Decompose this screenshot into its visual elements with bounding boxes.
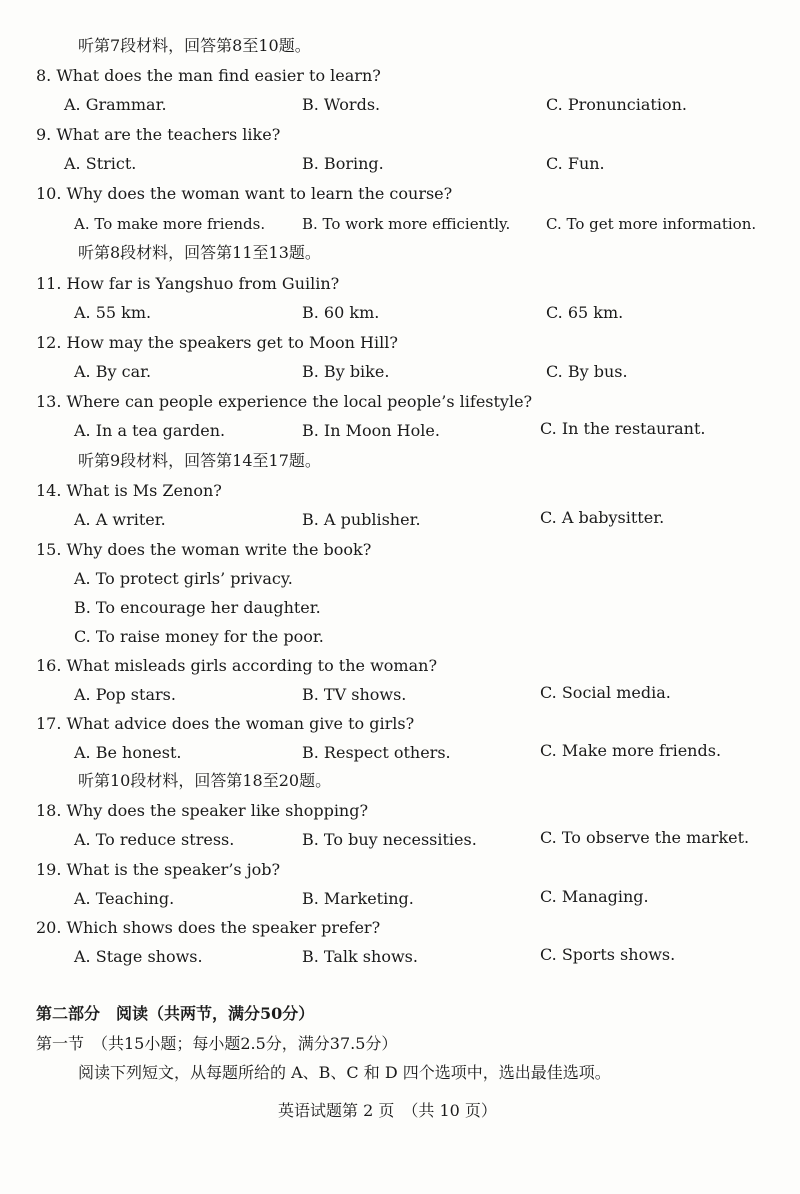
question-16-option-a: A. Pop stars. xyxy=(74,685,176,704)
question-19-option-c: C. Managing. xyxy=(540,887,649,906)
question-19-option-a: A. Teaching. xyxy=(74,889,175,908)
part2-section1-heading: 第一节 （共15小题；每小题2.5分，满分37.5分） xyxy=(36,1034,398,1053)
question-14-option-a: A. A writer. xyxy=(74,510,166,529)
question-12-option-b: B. By bike. xyxy=(302,362,390,381)
question-20-stem: 20. Which shows does the speaker prefer? xyxy=(36,918,381,937)
question-14-option-c: C. A babysitter. xyxy=(540,508,665,527)
question-16-option-b: B. TV shows. xyxy=(302,685,407,704)
question-20-option-b: B. Talk shows. xyxy=(302,947,418,966)
question-8-option-a: A. Grammar. xyxy=(64,95,167,114)
question-9-stem: 9. What are the teachers like? xyxy=(36,125,281,144)
question-16-option-c: C. Social media. xyxy=(540,683,671,702)
question-13-option-a: A. In a tea garden. xyxy=(74,421,226,440)
question-11-stem: 11. How far is Yangshuo from Guilin? xyxy=(36,274,340,293)
question-17-option-a: A. Be honest. xyxy=(74,743,182,762)
question-11-option-c: C. 65 km. xyxy=(546,303,624,322)
question-15-option-b: B. To encourage her daughter. xyxy=(74,598,321,617)
question-18-option-b: B. To buy necessities. xyxy=(302,830,477,849)
question-12-option-c: C. By bus. xyxy=(546,362,628,381)
question-11-option-b: B. 60 km. xyxy=(302,303,380,322)
question-16-stem: 16. What misleads girls according to the woman? xyxy=(36,656,438,675)
question-14-option-b: B. A publisher. xyxy=(302,510,421,529)
question-13-stem: 13. Where can people experience the local people’s lifestyle? xyxy=(36,392,533,411)
question-9-option-b: B. Boring. xyxy=(302,154,384,173)
section-header-8: 听第8段材料，回答第11至13题。 xyxy=(78,243,321,262)
question-10-option-c: C. To get more information. xyxy=(546,215,757,233)
page-footer: 英语试题第 2 页 （共 10 页） xyxy=(278,1101,497,1120)
question-14-stem: 14. What is Ms Zenon? xyxy=(36,481,222,500)
section-header-10: 听第10段材料，回答第18至20题。 xyxy=(78,771,332,790)
question-13-option-c: C. In the restaurant. xyxy=(540,419,706,438)
question-19-option-b: B. Marketing. xyxy=(302,889,414,908)
question-9-option-c: C. Fun. xyxy=(546,154,605,173)
question-15-stem: 15. Why does the woman write the book? xyxy=(36,540,372,559)
part2-title: 第二部分 阅读（共两节，满分50分） xyxy=(36,1004,315,1023)
question-12-option-a: A. By car. xyxy=(74,362,152,381)
question-19-stem: 19. What is the speaker’s job? xyxy=(36,860,281,879)
question-10-stem: 10. Why does the woman want to learn the course? xyxy=(36,184,453,203)
question-10-option-a: A. To make more friends. xyxy=(74,215,266,233)
question-13-option-b: B. In Moon Hole. xyxy=(302,421,440,440)
question-17-option-c: C. Make more friends. xyxy=(540,741,722,760)
question-8-stem: 8. What does the man find easier to learn? xyxy=(36,66,381,85)
question-18-option-a: A. To reduce stress. xyxy=(74,830,235,849)
section-header-7: 听第7段材料，回答第8至10题。 xyxy=(78,36,311,55)
question-20-option-a: A. Stage shows. xyxy=(74,947,203,966)
question-15-option-c: C. To raise money for the poor. xyxy=(74,627,324,646)
question-18-option-c: C. To observe the market. xyxy=(540,828,750,847)
question-17-stem: 17. What advice does the woman give to girls? xyxy=(36,714,415,733)
question-17-option-b: B. Respect others. xyxy=(302,743,451,762)
question-18-stem: 18. Why does the speaker like shopping? xyxy=(36,801,369,820)
part2-instruction: 阅读下列短文，从每题所给的 A、B、C 和 D 四个选项中，选出最佳选项。 xyxy=(78,1063,611,1082)
section-header-9: 听第9段材料，回答第14至17题。 xyxy=(78,451,321,470)
question-15-option-a: A. To protect girls’ privacy. xyxy=(74,569,293,588)
question-12-stem: 12. How may the speakers get to Moon Hill? xyxy=(36,333,398,352)
question-8-option-c: C. Pronunciation. xyxy=(546,95,687,114)
question-20-option-c: C. Sports shows. xyxy=(540,945,676,964)
question-10-option-b: B. To work more efficiently. xyxy=(302,215,511,233)
question-8-option-b: B. Words. xyxy=(302,95,381,114)
question-11-option-a: A. 55 km. xyxy=(74,303,152,322)
question-9-option-a: A. Strict. xyxy=(64,154,137,173)
